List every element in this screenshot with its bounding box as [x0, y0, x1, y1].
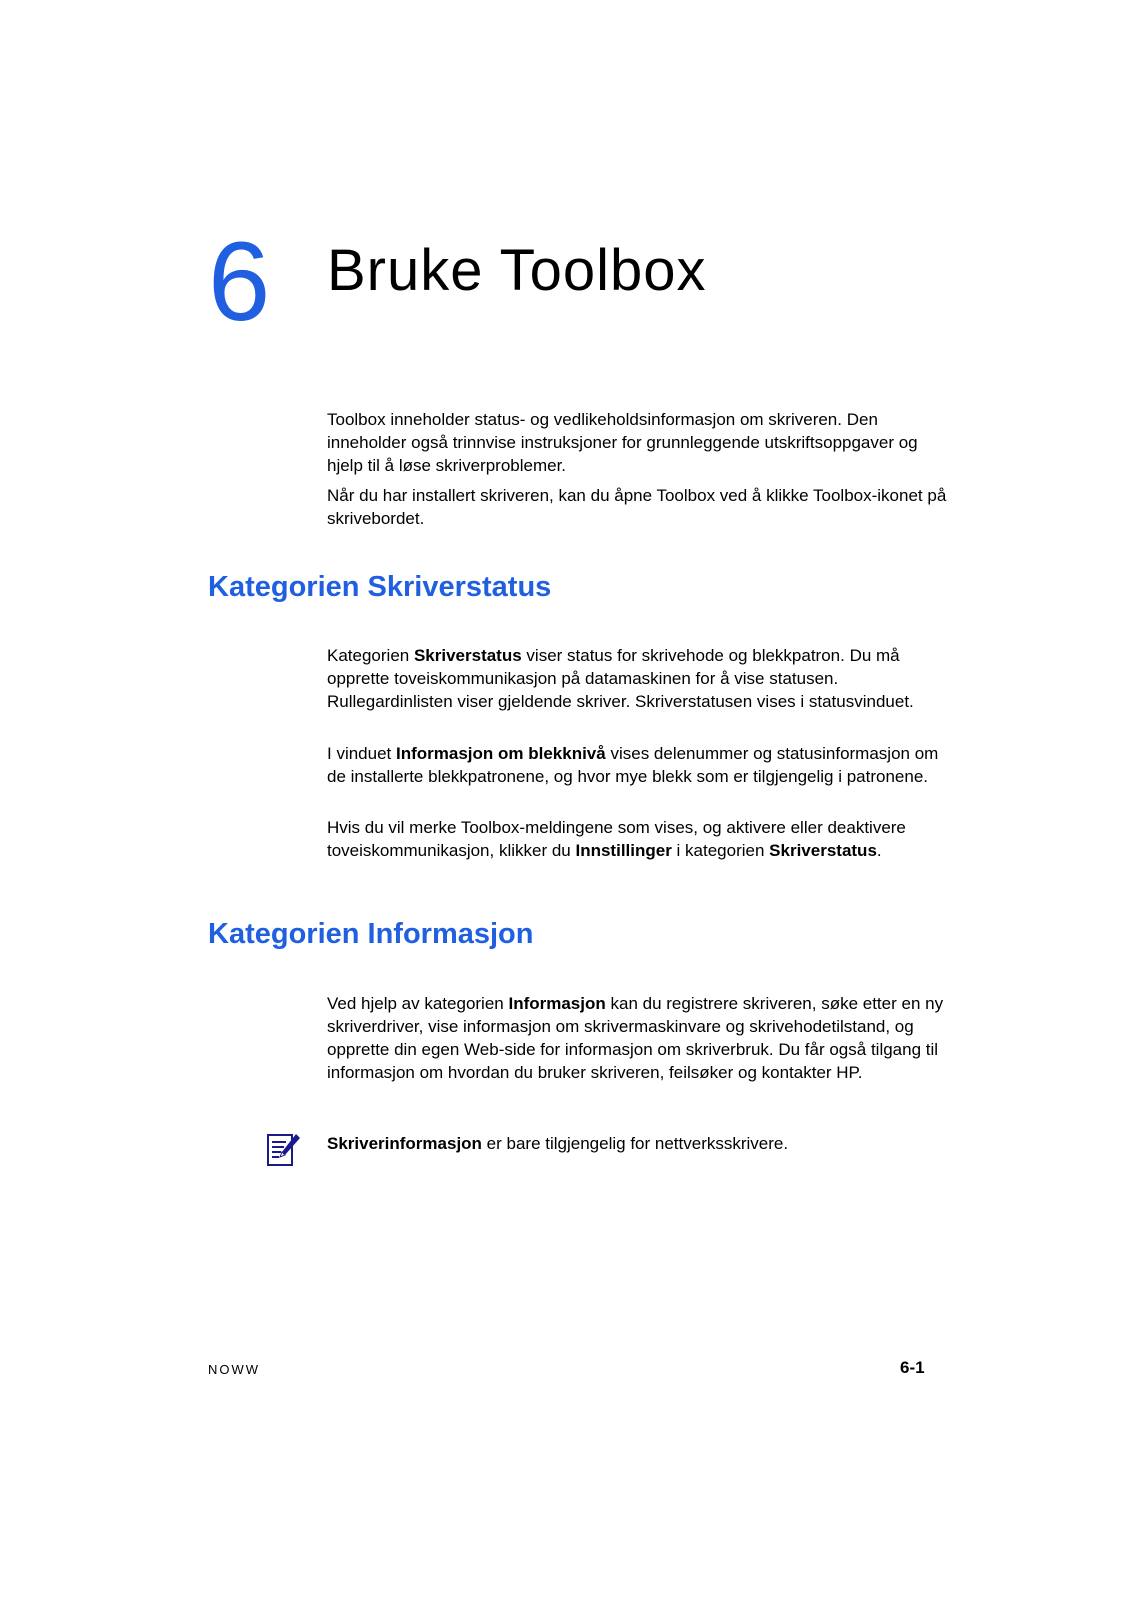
- footer-code: NOWW: [208, 1362, 261, 1377]
- status-paragraph-3: [327, 816, 947, 862]
- note-pencil-icon: [266, 1131, 302, 1167]
- bold-term: Skriverinformasjon: [327, 1134, 482, 1153]
- text-run: vises delenummer og statusinformasjon om de installerte blekkpatronene, og hvor mye blekk som er tilgjengelig i patronene.: [327, 744, 939, 786]
- note-text: [327, 1132, 947, 1155]
- text-run: i kategorien: [671, 841, 770, 860]
- text-run: I vinduet: [327, 744, 396, 763]
- chapter-number: 6: [208, 219, 271, 344]
- intro-paragraph-2: Når du har installert skriveren, kan du åpne Toolbox ved å klikke Toolbox-ikonet på skrivebordet.: [327, 486, 947, 528]
- bold-term: Informasjon om blekknivå: [396, 744, 606, 763]
- page-number: 6-1: [900, 1358, 925, 1377]
- section-heading-skriverstatus: Kategorien Skriverstatus: [208, 571, 552, 603]
- chapter-title: Bruke Toolbox: [327, 238, 707, 303]
- text-run: Ved hjelp av kategorien: [327, 994, 509, 1013]
- text-run: Hvis du vil merke Toolbox-meldingene som vises, og aktivere eller deaktivere toveiskommunikasjon, klikker du: [327, 818, 906, 860]
- info-paragraph-1: [327, 992, 947, 1084]
- text-run: Kategorien: [327, 646, 414, 665]
- text-run: .: [876, 841, 882, 860]
- status-paragraph-2: [327, 742, 947, 788]
- text-run: er bare tilgjengelig for nettverksskrivere.: [481, 1134, 789, 1153]
- bold-term: Informasjon: [508, 994, 606, 1013]
- text-run: kan du registrere skriveren, søke etter en ny skriverdriver, vise informasjon om skrivermaskinvare og skrivehodetilstand, og opprette din egen Web-side for informasjon om skriverbruk. Du får også tilgang til informasjon om hvordan du bruker skriveren, feilsøker og kontakter HP.: [327, 994, 944, 1082]
- intro-paragraph-1: Toolbox inneholder status- og vedlikeholdsinformasjon om skriveren. Den inneholder også trinnvise instruksjoner for grunnleggende utskriftsoppgaver og hjelp til å løse skriverproblemer.: [327, 410, 918, 475]
- bold-term: Skriverstatus: [413, 646, 522, 665]
- section-heading-informasjon: Kategorien Informasjon: [208, 918, 534, 950]
- status-paragraph-1: [327, 644, 947, 713]
- text-run: viser status for skrivehode og blekkpatron. Du må opprette toveiskommunikasjon på datamaskinen for å vise statusen. Rullegardinlisten viser gjeldende skriver. Skriverstatusen vises i statusvinduet.: [327, 646, 914, 711]
- bold-term: Skriverstatus: [769, 841, 877, 860]
- bold-term: Innstillinger: [575, 841, 672, 860]
